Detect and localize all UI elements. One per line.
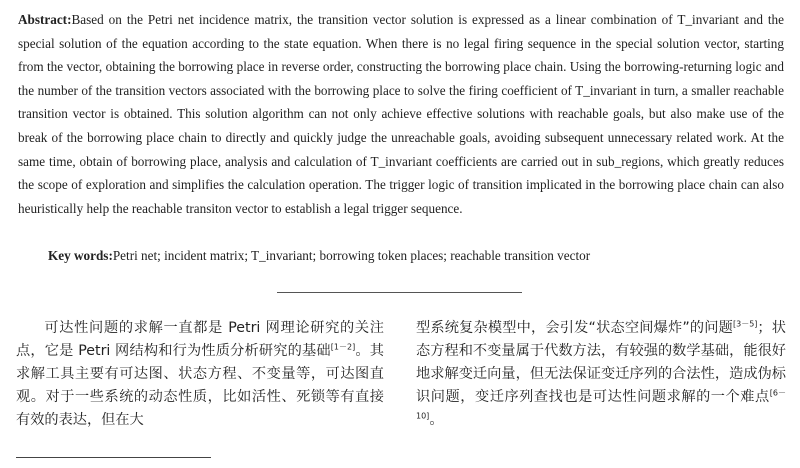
body-text: ；状态方程和不变量属于代数方法，有较强的数学基础，能很好地求解变迁向量，但无法保证变迁序列的合法性，造成伪标识问题，变迁序列查找也是可达性问题求解的一个难点 xyxy=(416,320,786,405)
keywords-label: Key words: xyxy=(48,248,113,263)
body-text: 。 xyxy=(429,412,444,428)
keywords-line xyxy=(48,246,788,266)
body-text: 可达性问题的求解一直都是 Petri 网理论研究的关注点，它是 Petri 网结构和行为性质分析研究的基础 xyxy=(16,320,384,359)
body-paragraph-left xyxy=(16,317,384,432)
body-text: 型系统复杂模型中，会引发“状态空间爆炸”的问题 xyxy=(416,320,733,336)
keywords-text: Petri net; incident matrix; T_invariant; borrowing token places; reachable transition vector xyxy=(112,248,591,263)
body-column-left xyxy=(16,317,384,432)
section-separator-rule xyxy=(277,292,522,293)
citation-ref: [3－5] xyxy=(733,319,758,329)
body-paragraph-right xyxy=(416,317,786,432)
abstract-label: Abstract: xyxy=(18,12,72,27)
citation-ref: [6－10] xyxy=(416,388,786,421)
footnote-rule xyxy=(16,457,211,458)
citation-ref: [1－2] xyxy=(330,342,356,352)
abstract-text: Based on the Petri net incidence matrix, the transition vector solution is expressed as a linear combination of T_invariant and the special solution of the equation according to the state equation. When there is no legal firing sequence in the special solution vector, starting from the vector, obtaining the borrowing place in reverse order, constructing the borrowing place chain. Using the borrowing-returning logic and the number of the transition vectors associated with the borrowing place to solve the firing coefficient of T_invariant in turn, a smaller reachable transition vector is obtained. This solution algorithm can not only achieve effective solutions with reachable goals, but also make use of the break of the borrowing place chain to directly and quickly judge the unreachable goals, avoiding subsequent unnecessary related work. At the same time, obtain of borrowing place, analysis and calculation of T_invariant coefficients are carried out in sub_regions, which greatly reduces the scope of exploration and simplifies the calculation operation. The trigger logic of transition implicated in the borrowing place chain can also heuristically help the reachable transiton vector to establish a legal trigger sequence. xyxy=(18,12,784,216)
body-column-right xyxy=(416,317,786,432)
body-text: 。其求解工具主要有可达图、状态方程、不变量等，可达图直观。对于一些系统的动态性质，比如活性、死锁等有直接有效的表达，但在大 xyxy=(16,343,384,428)
abstract-paragraph xyxy=(18,8,784,220)
